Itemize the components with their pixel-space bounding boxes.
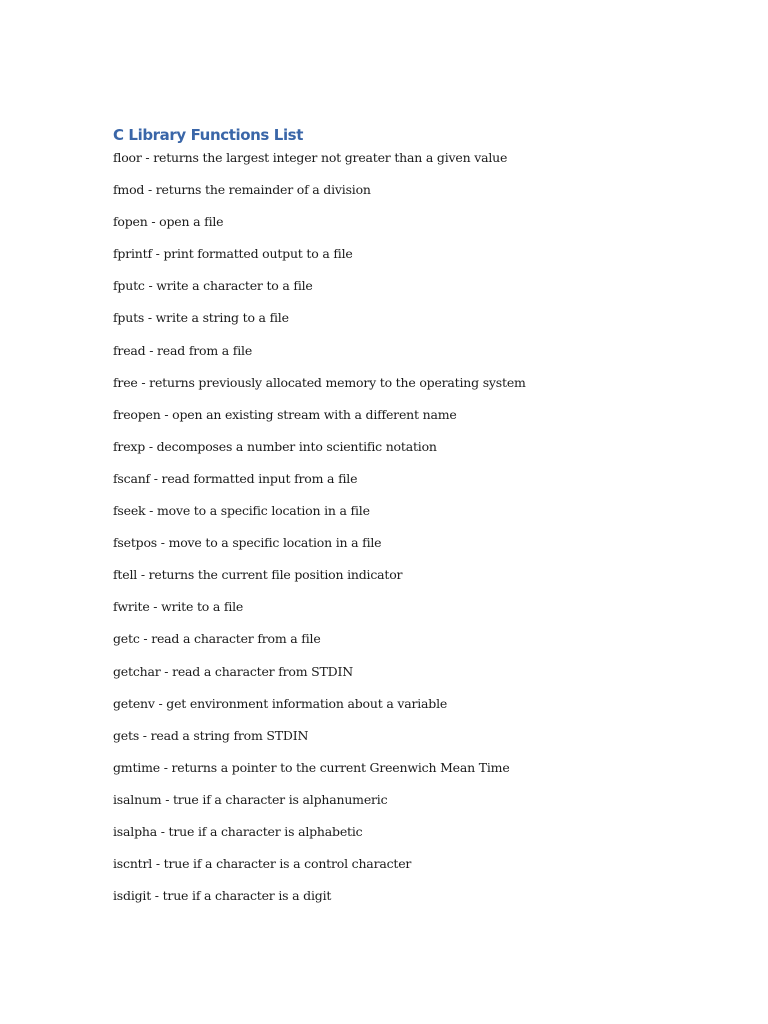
function-entry: fsetpos - move to a specific location in a file [113,535,382,551]
function-entry: isdigit - true if a character is a digit [113,888,332,904]
function-entry: gets - read a string from STDIN [113,727,309,743]
function-entry: fread - read from a file [113,342,253,358]
function-entry: fprintf - print formatted output to a file [113,246,353,262]
function-entry: iscntrl - true if a character is a control character [113,856,412,872]
function-entry: free - returns previously allocated memory to the operating system [113,374,526,390]
function-list [113,147,526,917]
function-entry: getenv - get environment information about a variable [113,695,448,711]
function-entry: getc - read a character from a file [113,631,321,647]
document-title: C Library Functions List [113,126,303,144]
function-entry: fmod - returns the remainder of a division [113,182,371,198]
function-entry: freopen - open an existing stream with a different name [113,406,457,422]
function-entry: fputs - write a string to a file [113,310,289,326]
function-entry: ftell - returns the current file position indicator [113,567,403,583]
function-entry: floor - returns the largest integer not greater than a given value [113,150,508,165]
function-entry: getchar - read a character from STDIN [113,663,353,679]
function-entry: fscanf - read formatted input from a file [113,470,358,486]
function-entry: isalnum - true if a character is alphanumeric [113,791,388,807]
function-entry: fwrite - write to a file [113,599,244,615]
function-entry: isalpha - true if a character is alphabetic [113,823,363,839]
function-entry: fseek - move to a specific location in a file [113,503,370,519]
function-entry: fopen - open a file [113,214,224,230]
function-entry: fputc - write a character to a file [113,278,313,294]
function-entry: frexp - decomposes a number into scientific notation [113,438,437,454]
function-entry: gmtime - returns a pointer to the current Greenwich Mean Time [113,759,510,775]
